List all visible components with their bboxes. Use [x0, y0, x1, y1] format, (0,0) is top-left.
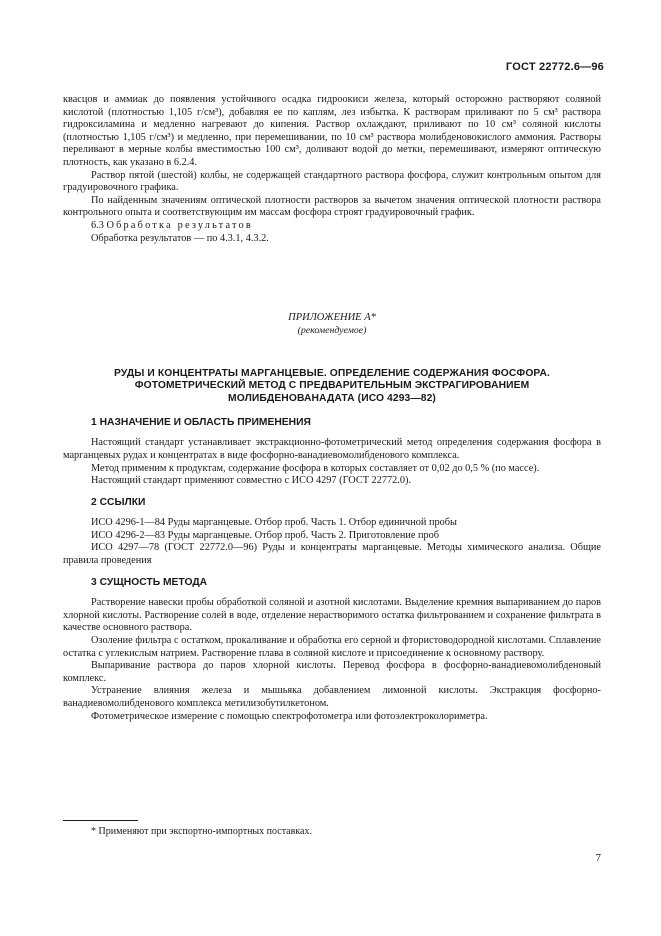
- section-1-paragraph-3: Настоящий стандарт применяют совместно с ИСО 4297 (ГОСТ 22772.0).: [91, 475, 412, 487]
- appendix-label: ПРИЛОЖЕНИЕ А*: [288, 312, 376, 324]
- section-3-paragraph-1: Растворение навески пробы обработкой соляной и азотной кислотами. Выделение кремния выпариванием до паров хлорной кислоты. Растворение солей в воде, отделение нерастворимого остатка фильтрованием и сохранение фильтрата в качестве основного раствора.: [63, 597, 601, 634]
- appendix-status: (рекомендуемое): [297, 324, 367, 336]
- section-3-heading: 3 СУЩНОСТЬ МЕТОДА: [91, 576, 208, 588]
- appendix-title: [63, 368, 601, 405]
- document-code-header: ГОСТ 22772.6—96: [505, 61, 604, 73]
- reference-2: ИСО 4296-2—83 Руды марганцевые. Отбор проб. Часть 2. Приготовление проб: [91, 529, 440, 541]
- section-1-paragraph-1: Настоящий стандарт устанавливает экстракционно-фотометрический метод определения содержания фосфора в марганцевых рудах и концентратах в виде фосфорно-ванадиевомолибденового комплекса.: [63, 437, 601, 461]
- appendix-title-line-2: ФОТОМЕТРИЧЕСКИЙ МЕТОД С ПРЕДВАРИТЕЛЬНЫМ ЭКСТРАГИРОВАНИЕМ: [134, 380, 530, 392]
- subsection-title: Обработка результатов: [106, 219, 253, 231]
- appendix-title-line-1: РУДЫ И КОНЦЕНТРАТЫ МАРГАНЦЕВЫЕ. ОПРЕДЕЛЕНИЕ СОДЕРЖАНИЯ ФОСФОРА.: [114, 368, 550, 380]
- section-3-paragraph-2: Озоление фильтра с остатком, прокаливание и обработка его серной и фтористоводородной кислотами. Сплавление остатка с углекислым натрием. Растворение плава в соляной кислоте и присоединение к основному раствору.: [63, 635, 601, 659]
- intro-paragraph-1: квасцов и аммиак до появления устойчивого осадка гидроокиси железа, который осторожно растворяют соляной кислотой (плотностью 1,105 г/см³), добавляя ее по каплям, лез избытка. К растворам приливают по 5 см³ раствора гидроксиламина и медленно нагревают до кипения. Раствор охлаждают, приливают по 10 см³ соляной кислоты (плотностью 1,105 г/см³) и медленно, при перемешивании, по 10 см³ раствора молибденовокислого аммония. Растворы переливают в мерные колбы вместимостью 100 см³, доливают водой до метки, перемешивают, измеряют оптическую плотность, как указано в 6.2.4.: [63, 94, 601, 168]
- page-body: [63, 94, 601, 723]
- section-1-heading: 1 НАЗНАЧЕНИЕ И ОБЛАСТЬ ПРИМЕНЕНИЯ: [91, 416, 311, 428]
- section-3-paragraph-5: Фотометрическое измерение с помощью спектрофотометра или фотоэлектроколориметра.: [91, 710, 488, 722]
- section-3-paragraph-3: Выпаривание раствора до паров хлорной кислоты. Перевод фосфора в фосфорно-ванадиевомолибденовый комплекс.: [63, 660, 601, 684]
- intro-paragraph-2: Раствор пятой (шестой) колбы, не содержащей стандартного раствора фосфора, служит контрольным опытом для градуировочного графика.: [63, 169, 601, 194]
- section-3-paragraph-4: Устранение влияния железа и мышьяка добавлением лимонной кислоты. Экстракция фосфорно-ванадиевомолибденового комплекса метилизобутилкетоном.: [63, 685, 601, 710]
- footnote: * Применяют при экспортно-импортных поставках.: [91, 826, 312, 837]
- subsection-heading-6-3: [63, 220, 601, 233]
- section-1-paragraph-2: Метод применим к продуктам, содержание фосфора в которых составляет от 0,02 до 0,5 % (по массе).: [91, 462, 540, 474]
- intro-paragraph-5: Обработка результатов — по 4.3.1, 4.3.2.: [91, 232, 269, 244]
- intro-paragraph-3: По найденным значениям оптической плотности растворов за вычетом значения оптической плотности раствора контрольного опыта и соответствующим им массам фосфора строят градуировочный график.: [63, 194, 601, 219]
- footnote-divider: [63, 820, 138, 821]
- reference-1: ИСО 4296-1—84 Руды марганцевые. Отбор проб. Часть 1. Отбор единичной пробы: [91, 517, 457, 529]
- reference-3: ИСО 4297—78 (ГОСТ 22772.0—96) Руды и концентраты марганцевые. Методы химического анализа. Общие правила проведения: [63, 542, 601, 567]
- appendix-title-line-3: МОЛИБДЕНОВАНАДАТА (ИСО 4293—82): [228, 392, 436, 404]
- section-2-heading: 2 ССЫЛКИ: [91, 496, 146, 508]
- page-number: 7: [595, 852, 601, 864]
- subsection-number: 6.3: [91, 219, 104, 231]
